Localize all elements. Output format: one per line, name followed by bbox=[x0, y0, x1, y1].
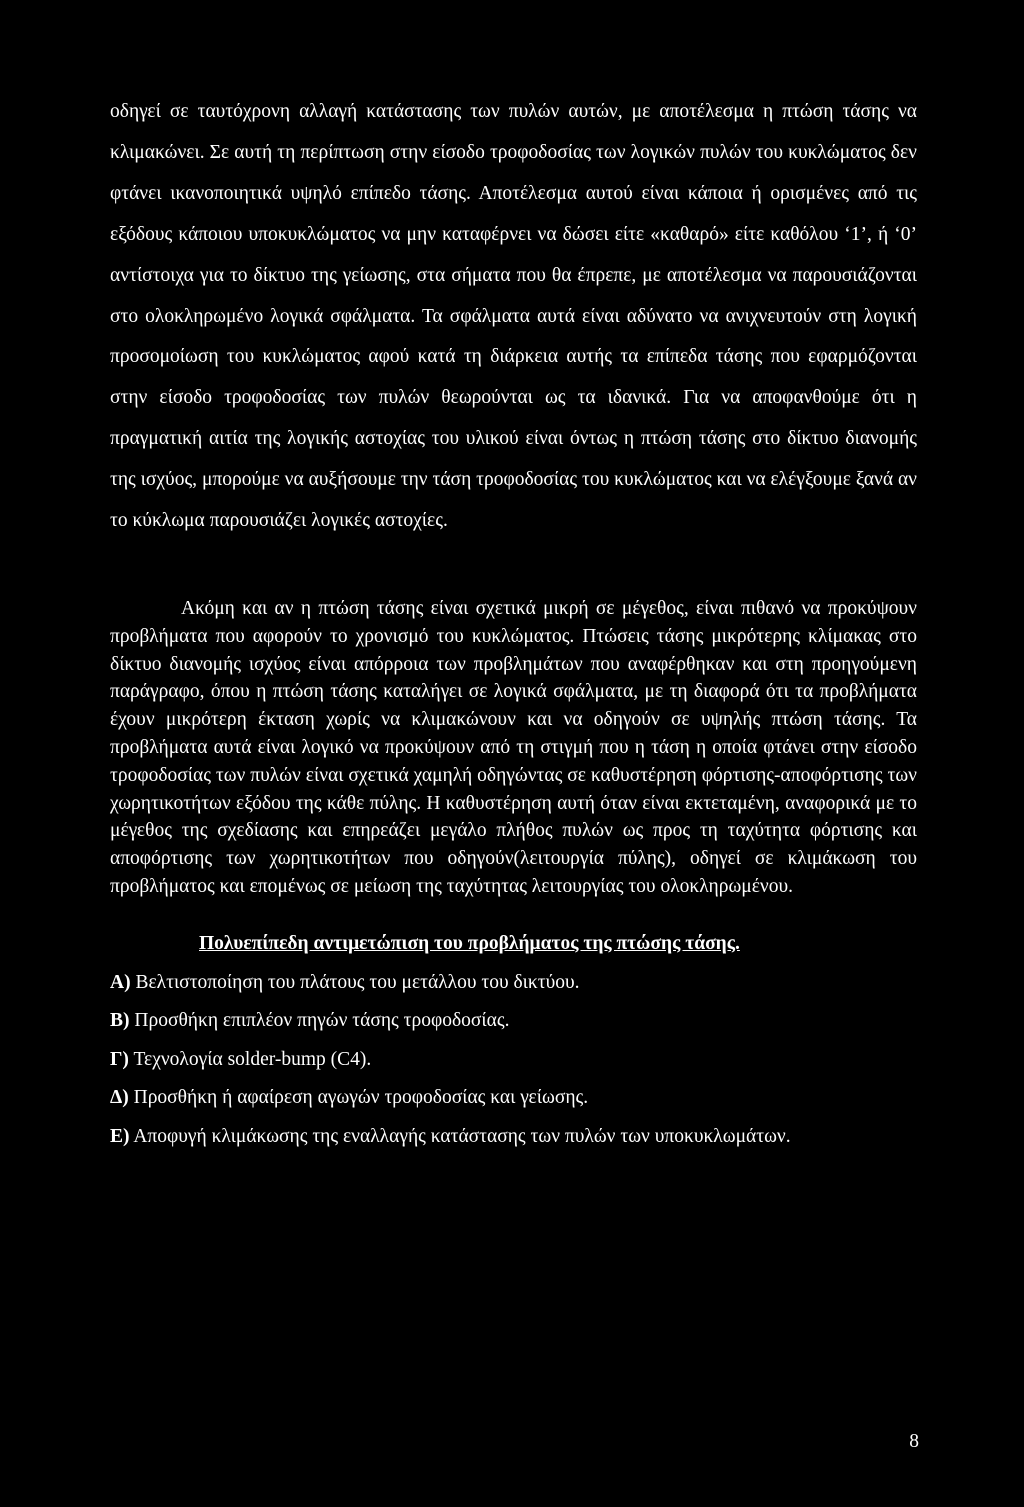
list-item-text: Βελτιστοποίηση του πλάτους του μετάλλου του δικτύου. bbox=[135, 971, 580, 993]
list-item bbox=[110, 1123, 917, 1162]
page-number: 8 bbox=[909, 1431, 919, 1452]
list-item-text: Προσθήκη επιπλέον πηγών τάσης τροφοδοσίας. bbox=[134, 1010, 510, 1032]
list-item-text: Αποφυγή κλιμάκωσης της εναλλαγής κατάστασης των πυλών των υποκυκλωμάτων. bbox=[133, 1125, 791, 1147]
list-item bbox=[110, 1046, 917, 1085]
list-item bbox=[110, 1084, 917, 1123]
paragraph-2: Ακόμη και αν η πτώση τάσης είναι σχετικά μικρή σε μέγεθος, είναι πιθανό να προκύψουν προβλήματα που αφορούν το χρονισμό του κυκλώματος. Πτώσεις τάσης μικρότερης κλίμακας στο δίκτυο διανομής ισχύος είναι απόρροια των προβλημάτων που αναφέρθηκαν και στη προηγούμενη παράγραφο, όπου η πτώση τάσης καταλήγει σε λογικά σφάλματα, με τη διαφορά ότι τα προβλήματα έχουν μικρότερη έκταση χωρίς να κλιμακώνουν και να οδηγούν σε υψηλής πτώση τάσης. Τα προβλήματα αυτά είναι λογικό να προκύψουν από τη στιγμή που η τάση η οποία φτάνει στην είσοδο τροφοδοσίας των πυλών είναι σχετικά χαμηλή οδηγώντας σε καθυστέρηση φόρτισης-αποφόρτισης των χωρητικοτήτων εξόδου της κάθε πύλης. Η καθυστέρηση αυτή όταν είναι εκτεταμένη, αναφορικά με το μέγεθος της σχεδίασης και επηρεάζει μεγάλο πλήθος πυλών ως προς τη ταχύτητα φόρτισης και αποφόρτισης των χωρητικοτήτων που οδηγούν(λειτουργία πύλης), οδηγεί σε κλιμάκωση του προβλήματος και επομένως σε μείωση της ταχύτητας λειτουργίας του ολοκληρωμένου. bbox=[110, 597, 917, 897]
list-item bbox=[110, 1007, 917, 1046]
list-item-label: Δ) bbox=[110, 1087, 129, 1109]
list-item-label: Γ) bbox=[110, 1048, 129, 1070]
paragraph-1: οδηγεί σε ταυτόχρονη αλλαγή κατάστασης των πυλών αυτών, με αποτέλεσμα η πτώση τάσης να κλιμακώνει. Σε αυτή τη περίπτωση στην είσοδο τροφοδοσίας των λογικών πυλών του κυκλώματος δεν φτάνει ικανοποιητικά υψηλό επίπεδο τάσης. Αποτέλεσμα αυτού είναι κάποια ή ορισμένες από τις εξόδους κάποιου υποκυκλώματος να μην καταφέρνει να δώσει είτε «καθαρό» είτε καθόλου ‘1’, ή ‘0’ αντίστοιχα για το δίκτυο της γείωσης, στα σήματα που θα έπρεπε, με αποτέλεσμα να παρουσιάζονται στο ολοκληρωμένο λογικά σφάλματα. Τα σφάλματα αυτά είναι αδύνατο να ανιχνευτούν στη λογική προσομοίωση του κυκλώματος αφού κατά τη διάρκεια αυτής τα επίπεδα τάσης που εφαρμόζονται στην είσοδο τροφοδοσίας των πυλών θεωρούνται ως τα ιδανικά. Για να αποφανθούμε ότι η πραγματική αιτία της λογικής αστοχίας του υλικού είναι όντως η πτώση τάσης στο δίκτυο διανομής της ισχύος, μπορούμε να αυξήσουμε την τάση τροφοδοσίας του κυκλώματος και να ελέγξουμε ξανά αν το κύκλωμα παρουσιάζει λογικές αστοχίες. bbox=[110, 101, 917, 532]
list-item-text: Τεχνολογία solder-bump (C4). bbox=[133, 1048, 372, 1070]
solutions-list bbox=[110, 969, 917, 1162]
list-item-text: Προσθήκη ή αφαίρεση αγωγών τροφοδοσίας και γείωσης. bbox=[133, 1087, 589, 1109]
list-item bbox=[110, 969, 917, 1008]
section-heading: Πολυεπίπεδη αντιμετώπιση του προβλήματος της πτώσης τάσης. bbox=[199, 932, 740, 954]
page-content bbox=[110, 92, 917, 1161]
list-item-label: Β) bbox=[110, 1010, 130, 1032]
list-item-label: Ε) bbox=[110, 1125, 130, 1147]
list-item-label: Α) bbox=[110, 971, 131, 993]
